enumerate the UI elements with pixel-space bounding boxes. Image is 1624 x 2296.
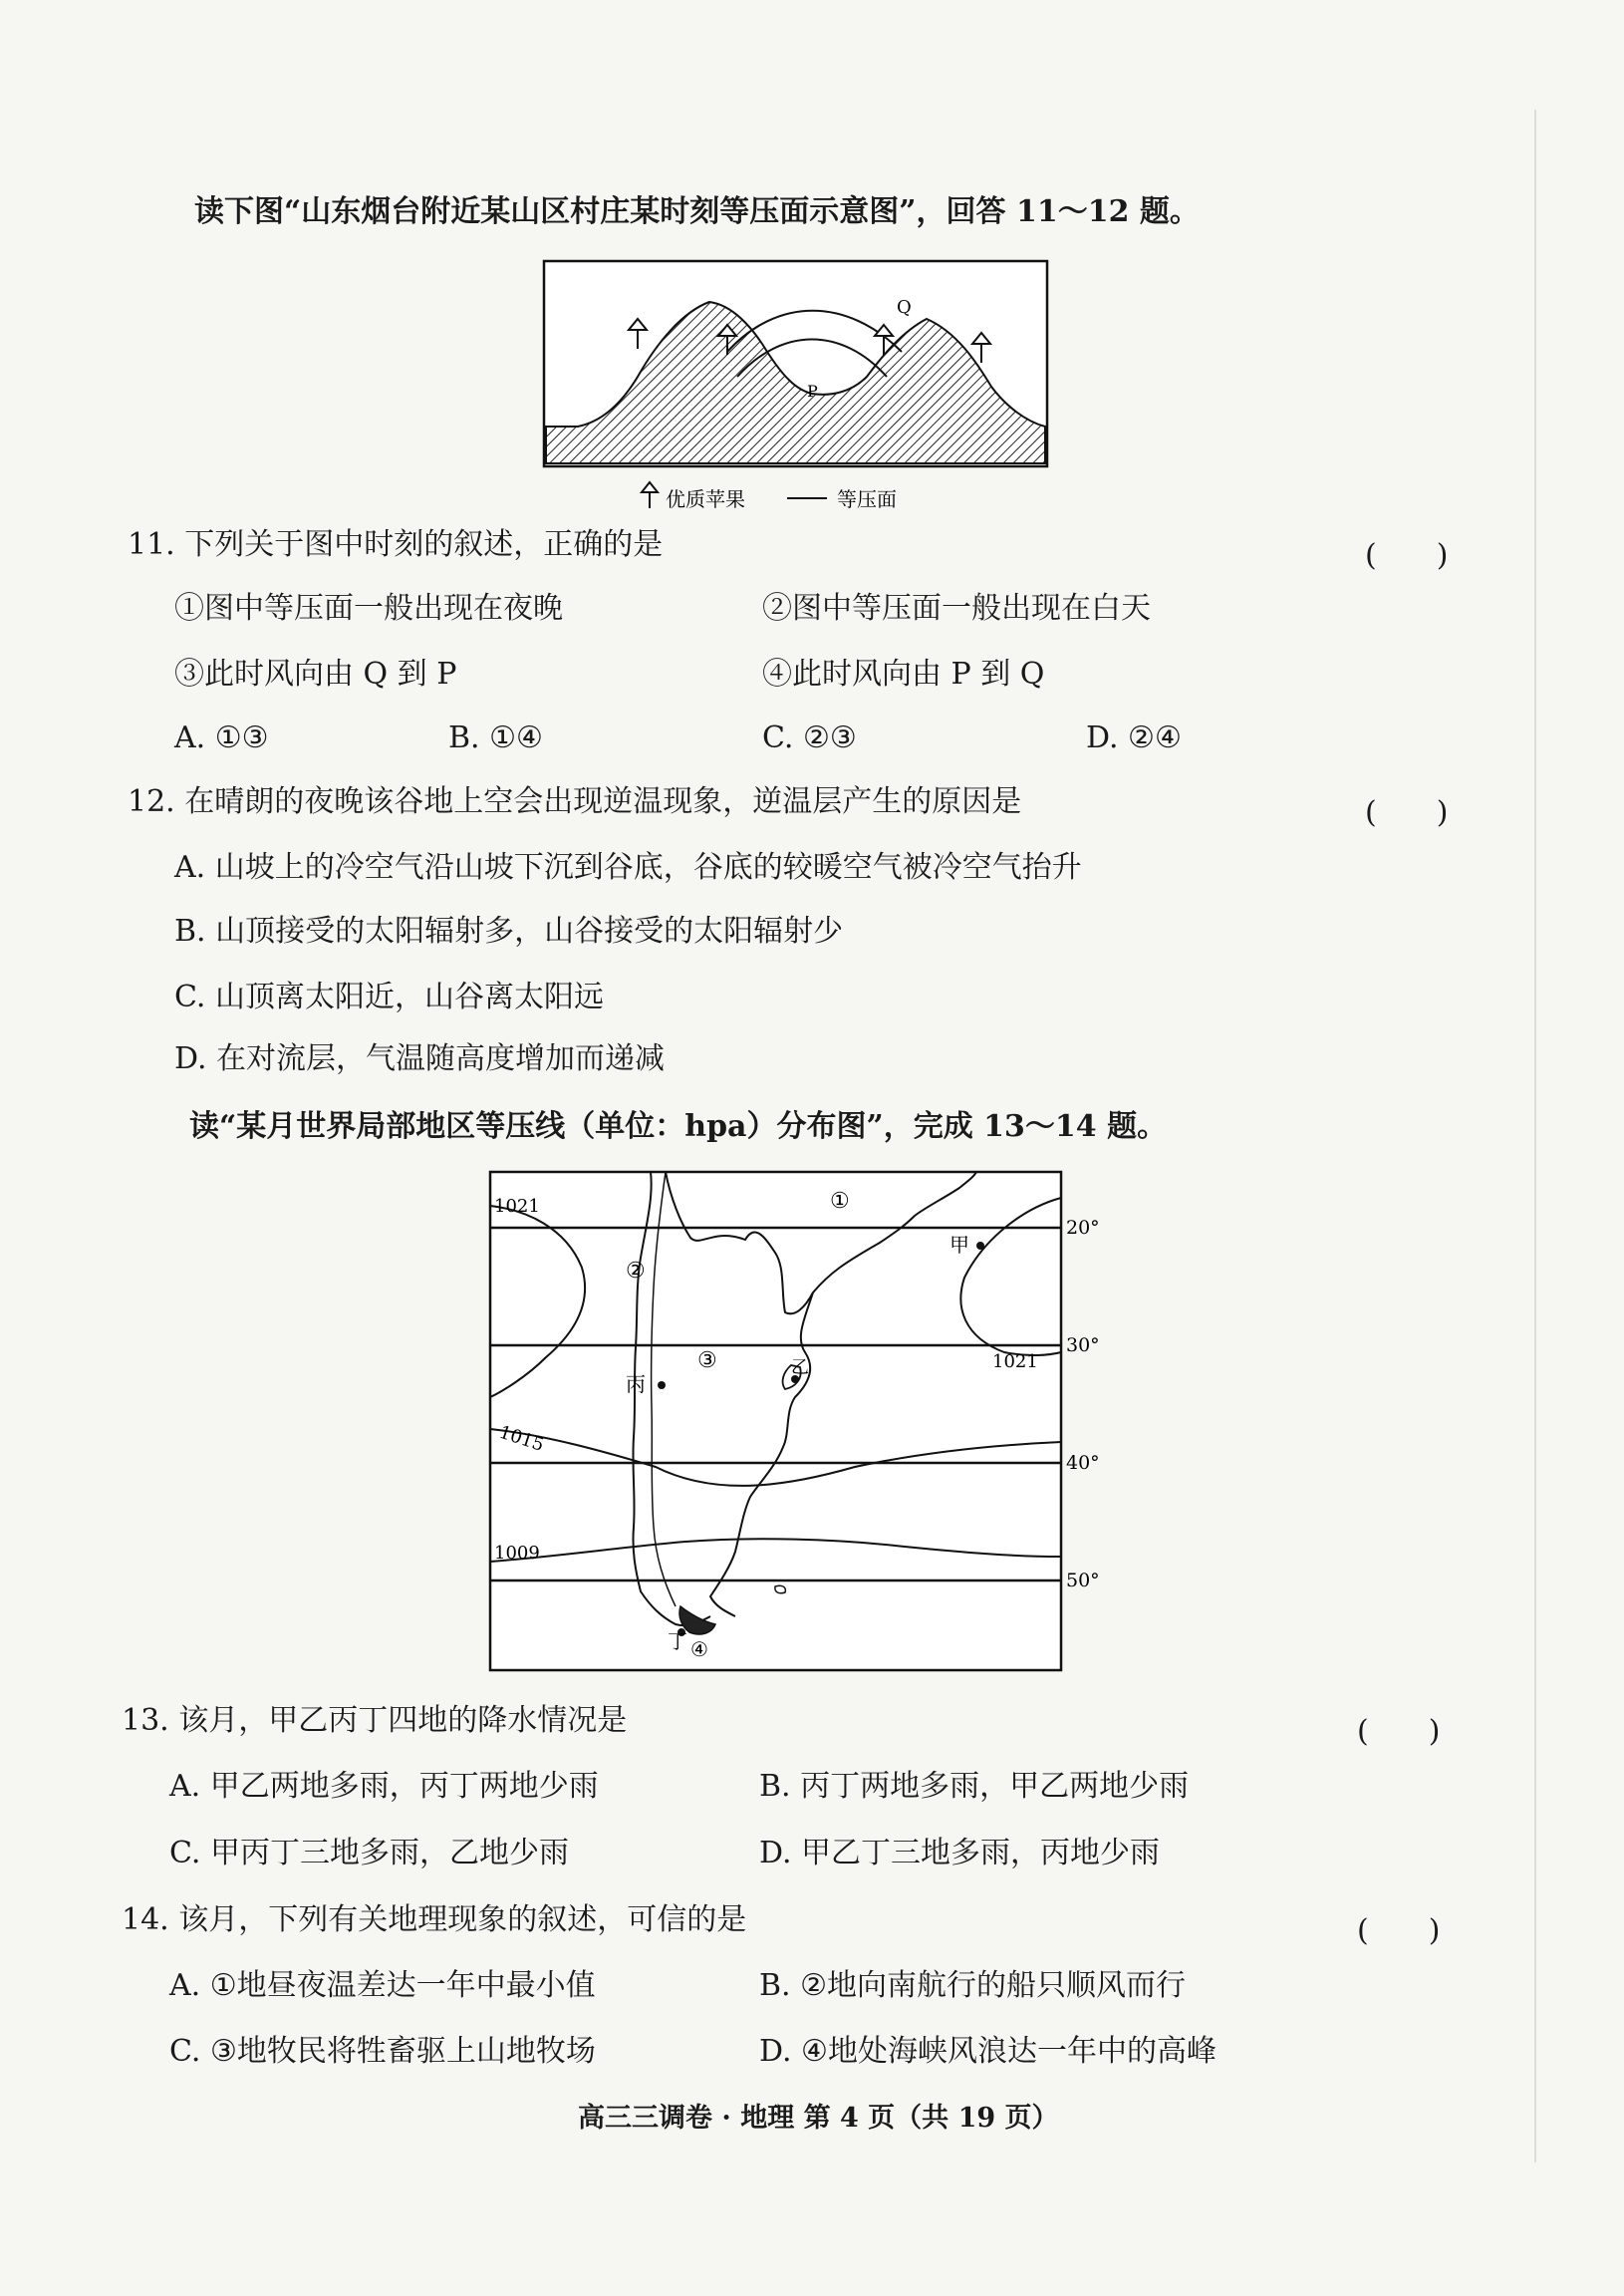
legend-apple-icon — [642, 482, 658, 508]
page-edge — [1534, 110, 1536, 2162]
latitude-label-30: 30° — [1066, 1334, 1100, 1356]
isobar-label-1009: 1009 — [494, 1543, 540, 1564]
q12-option-d: D. 在对流层，气温随高度增加而递减 — [174, 1041, 666, 1076]
q11-stem: 11. 下列关于图中时刻的叙述，正确的是 — [128, 527, 664, 562]
q13-option-a: A. 甲乙两地多雨，丙丁两地少雨 — [169, 1769, 599, 1804]
isobar-label-1021-right: 1021 — [992, 1351, 1038, 1372]
place-dot-jia — [976, 1242, 984, 1250]
place-label-bing: 丙 — [626, 1372, 646, 1396]
latitude-label-40: 40° — [1066, 1452, 1100, 1474]
legend-line-label: 等压面 — [837, 487, 897, 511]
q13-answer-paren: ( ) — [1357, 1714, 1441, 1749]
q12-option-a: A. 山坡上的冷空气沿山坡下沉到谷底，谷底的较暖空气被冷空气抬升 — [174, 850, 1082, 885]
q13-option-c: C. 甲丙丁三地多雨，乙地少雨 — [169, 1836, 569, 1870]
q12-answer-paren: ( ) — [1365, 795, 1449, 830]
place-label-yi: 乙 — [791, 1357, 809, 1378]
q14-answer-paren: ( ) — [1357, 1913, 1441, 1948]
q11-statement-2: ②图中等压面一般出现在白天 — [762, 591, 1151, 626]
label-q: Q — [897, 297, 912, 318]
q12-option-c: C. 山顶离太阳近，山谷离太阳远 — [174, 980, 604, 1014]
label-p: P — [807, 382, 818, 401]
region-marker-4: ④ — [690, 1637, 708, 1661]
isobar-profile-figure — [538, 257, 1056, 526]
latitude-label-20: 20° — [1066, 1217, 1100, 1239]
q14-option-a: A. ①地昼夜温差达一年中最小值 — [169, 1968, 596, 2003]
q11-statement-4: ④此时风向由 P 到 Q — [762, 657, 1045, 692]
latitude-label-50: 50° — [1066, 1570, 1100, 1591]
isobar-label-1021-left: 1021 — [494, 1196, 540, 1217]
region-marker-2: ② — [626, 1259, 646, 1284]
q13-stem: 13. 该月，甲乙丙丁四地的降水情况是 — [122, 1703, 628, 1738]
q11-answer-paren: ( ) — [1365, 538, 1449, 573]
q14-option-c: C. ③地牧民将牲畜驱上山地牧场 — [169, 2034, 596, 2069]
map-frame — [490, 1172, 1061, 1670]
q12-stem: 12. 在晴朗的夜晚该谷地上空会出现逆温现象，逆温层产生的原因是 — [128, 784, 1022, 819]
intro-fig1: 读下图“山东烟台附近某山区村庄某时刻等压面示意图”，回答 11～12 题。 — [194, 194, 1200, 229]
intro-fig2: 读“某月世界局部地区等压线（单位：hpa）分布图”，完成 13～14 题。 — [189, 1109, 1168, 1144]
q11-option-d: D. ②④ — [1086, 720, 1182, 755]
q11-statement-3: ③此时风向由 Q 到 P — [174, 657, 457, 692]
region-marker-3: ③ — [697, 1348, 717, 1373]
q11-option-a: A. ①③ — [174, 720, 269, 755]
place-label-jia: 甲 — [949, 1233, 969, 1257]
q13-option-d: D. 甲乙丁三地多雨，丙地少雨 — [759, 1836, 1161, 1870]
isobar-label-1015: 1015 — [496, 1421, 547, 1456]
q13-option-b: B. 丙丁两地多雨，甲乙两地少雨 — [759, 1769, 1190, 1804]
q11-statement-1: ①图中等压面一般出现在夜晚 — [174, 591, 563, 626]
page-footer: 高三三调卷 · 地理 第 4 页（共 19 页） — [578, 2103, 1059, 2134]
q12-option-b: B. 山顶接受的太阳辐射多，山谷接受的太阳辐射少 — [174, 914, 844, 949]
region-marker-1: ① — [830, 1189, 850, 1214]
q14-option-d: D. ④地处海峡风浪达一年中的高峰 — [759, 2034, 1217, 2069]
q14-stem: 14. 该月，下列有关地理现象的叙述，可信的是 — [122, 1902, 747, 1937]
isobar-map-figure — [486, 1168, 1124, 1676]
legend-apple-label: 优质苹果 — [666, 487, 745, 511]
q14-option-b: B. ②地向南航行的船只顺风而行 — [759, 1968, 1187, 2003]
q11-option-b: B. ①④ — [448, 720, 543, 755]
q11-option-c: C. ②③ — [762, 720, 857, 755]
place-label-ding: 丁 — [668, 1629, 687, 1653]
place-dot-bing — [658, 1381, 666, 1389]
